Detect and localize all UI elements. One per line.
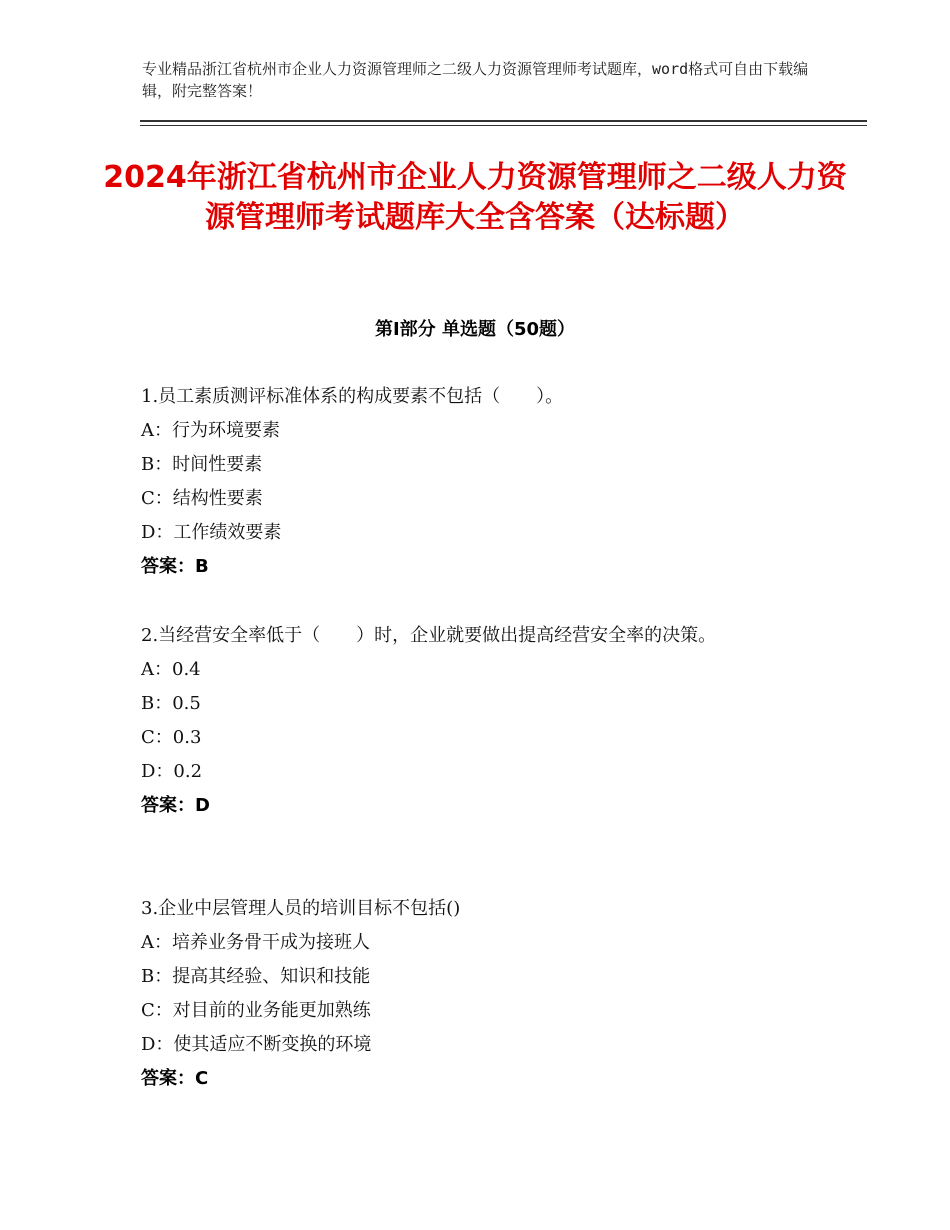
option-b: B：提高其经验、知识和技能 (141, 966, 371, 987)
document-title: 2024年浙江省杭州市企业人力资源管理师之二级人力资源管理师考试题库大全含答案（达标题） (103, 160, 847, 235)
answer-label: 答案：B (141, 556, 209, 577)
question-stem: 3.企业中层管理人员的培训目标不包括() (141, 898, 461, 919)
option-b: B：时间性要素 (141, 454, 263, 475)
option-a: A：0.4 (141, 659, 201, 680)
option-d: D：使其适应不断变换的环境 (141, 1034, 372, 1055)
question-2 (141, 619, 811, 823)
header-rule-thin (140, 125, 867, 126)
option-d: D：工作绩效要素 (141, 522, 282, 543)
option-c: C：对目前的业务能更加熟练 (141, 1000, 371, 1021)
header-rule-thick (140, 120, 867, 122)
question-3 (141, 892, 811, 1096)
option-a: A：培养业务骨干成为接班人 (141, 932, 370, 953)
option-c: C：结构性要素 (141, 488, 263, 509)
option-d: D：0.2 (141, 761, 203, 782)
question-stem: 1.员工素质测评标准体系的构成要素不包括（ ）。 (141, 386, 564, 407)
answer-label: 答案：D (141, 795, 210, 816)
option-c: C：0.3 (141, 727, 202, 748)
section-title: 第Ⅰ部分 单选题（50题） (374, 319, 575, 340)
option-b: B：0.5 (141, 693, 201, 714)
option-a: A：行为环境要素 (141, 420, 280, 441)
header-note: 专业精品浙江省杭州市企业人力资源管理师之二级人力资源管理师考试题库，word格式可自由下载编辑，附完整答案！ (142, 60, 809, 100)
answer-label: 答案：C (141, 1068, 209, 1089)
question-1 (141, 380, 811, 584)
question-stem: 2.当经营安全率低于（ ）时，企业就要做出提高经营安全率的决策。 (141, 625, 717, 646)
